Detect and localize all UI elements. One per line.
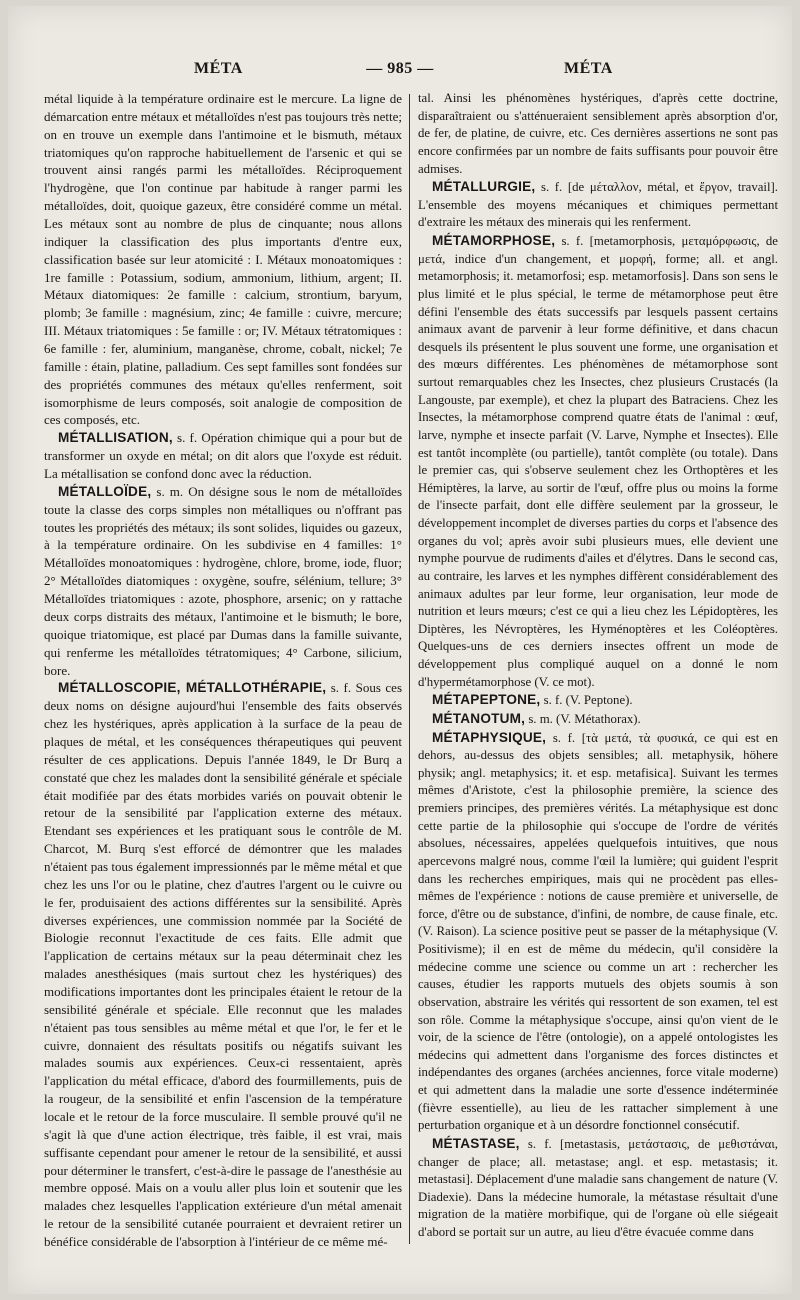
entry-headword: MÉTALLOÏDE,: [58, 483, 152, 499]
right-column: [418, 90, 778, 1250]
entry-headword: MÉTAMORPHOSE,: [432, 233, 556, 248]
entry-text: s. f. Sous ces deux noms on désigne aujourd'hui l'ensemble des faits observés chez les hystériques, après application à la surface de la peau de plaques de métal, et les conséquences thérapeutiques qui peuvent résulter de ces applications. Depuis l'année 1849, le Dr Burq a constaté que chez les malades dont la sensibilité générale et spéciale était modifiée par des états morbides variés on pouvait obtenir le retour de la sensibilité par l'application externe des métaux. Etendant ses expériences et les pratiquant sous le contrôle de M. Charcot, M. Burq s'est efforcé de démontrer que les malades n'étaient pas tous également impressionnés par le même métal et que chez les uns l'or ou le platine, chez d'autres l'argent ou le cuivre ou le fer, produisaient des actions différentes sur la sensibilité. Après diverses expériences, une commission nommée par la Société de Biologie reconnut l'exactitude de ces faits. Elle admit que l'application de certains métaux sur la peau déterminait chez les malades anesthésiques (mais surtout chez les hystériques) des modifications importantes dont les principales étaient le retour de la sensibilité générale et spéciale. Elle reconnut que les malades n'étaient pas tous sensibles au même métal et que l'or, le fer et le cuivre, donnaient des résultats positifs ou négatifs suivant les malades soumis aux expériences. Ceux-ci ressentaient, après l'application du métal efficace, d'abord des fourmillements, puis de la rougeur, de la sensibilité et enfin l'ascension de la température locale et le retour de la force musculaire. Il semble prouvé qu'il ne s'agit là que d'une action électrique, très faible, il est vrai, mais suffisante cependant pour amener le retour de la sensibilité, et aussi pour déterminer le transfert, c'est-à-dire le passage de l'anesthésie au membre opposé. Mais on a voulu aller plus loin et soutenir que les malades chez lesquelles l'application extérieure d'un métal amenait le retour de la sensibilité cutanée pourraient et devraient retirer un bénéfice considérable de l'absorption à l'intérieur de ce même mé-: [44, 680, 402, 1249]
dictionary-entry: [418, 691, 778, 710]
entry-headword: MÉTALLISATION,: [58, 430, 173, 446]
dictionary-entry: [418, 729, 778, 1135]
entry-text: métal liquide à la température ordinaire est le mercure. La ligne de démarcation entre métaux et métalloïdes n'est pas toujours très nette; on en trouve un exemple dans l'antimoine et le bismuth, métaux triatomiques qu'on rapproche habituellement de l'arsenic et qui se trouvent ainsi rangés parmi les métalloïdes. Réciproquement l'hydrogène, que l'on continue par habitude à ranger parmi les métalloïdes, doit, quoique gazeux, être considéré comme un métal. Les métaux sont au nombre de plus de cinquante; nous allons indiquer la classification des plus importants d'entre eux, classification basée sur leur atomicité : I. Métaux monoatomiques : 1re famille : Potassium, sodium, ammonium, lithium, argent; II. Métaux diatomiques: 2e famille : calcium, strontium, baryum, plomb; 3e famille : magnésium, zinc; 4e famille : cuivre, mercure; III. Métaux triatomiques : 5e famille : or; IV. Métaux tétratomiques : 6e famille : fer, aluminium, manganèse, chrome, cobalt, nickel; 7e famille : étain, platine, palladium. Ces sept familles sont fondées sur des propriétés communes des métaux qu'elles renferment, soit isomorphisme de leurs composés, soit analogie de composition de ces composés, etc.: [44, 91, 402, 428]
page-number: — 985 —: [366, 60, 434, 77]
entry-text: s. f. [metastasis, μετάστασις, de μεθιστάναι, changer de place; all. metastase; angl. et esp. metastasis; it. metastasi]. Déplacement d'une maladie sans changement de nature (V. Diadexie). Dans la médecine humorale, la métastase résultait d'une migration de la matière morbifique, qui de l'organe où elle siégeait d'abord se portait sur un autre, au lieu d'être évacuée comme dans: [418, 1136, 778, 1239]
entry-text: s. f. Opération chimique qui a pour but de transformer un oxyde en métal; on dit alors que l'oxyde est réduit. La métallisation se confond donc avec la réduction.: [44, 430, 402, 482]
entry-headword: MÉTALLURGIE,: [432, 179, 536, 195]
column-divider: [409, 94, 410, 1244]
dictionary-entry: [418, 232, 778, 691]
entry-text: s. m. On désigne sous le nom de métalloïdes toute la classe des corps simples non métalliques ou n'offrant pas toutes les propriétés des métaux; ils sont solides, liquides ou gazeux, à la température ordinaire. On les subdivise en 4 familles: 1° Métalloïdes monoatomiques : hydrogène, chlore, brome, iode, fluor; 2° Métalloïdes diatomiques : oxygène, soufre, sélénium, tellure; 3° Métalloïdes triatomiques : azote, phosphore, arsenic; on y rattache deux corps distraits des métaux, l'antimoine et le bismuth; le bore, quoique triatomique, est placé par Dumas dans la famille suivante, qui renferme les métalloïdes tétratomiques; 4° Carbone, silicium, bore.: [44, 483, 402, 678]
entry-text: s. f. (V. Peptone).: [543, 693, 633, 708]
left-column: [44, 90, 402, 1250]
page-header: [8, 60, 792, 84]
entry-text: s. f. [de μέταλλον, métal, et ἔργον, travail]. L'ensemble des moyens mécaniques et chimiques permettant d'extraire les métaux des minerais qui les renferment.: [418, 180, 778, 230]
dictionary-entry: [418, 1135, 778, 1242]
dictionary-entry: [418, 710, 778, 729]
entry-headword: MÉTAPHYSIQUE,: [432, 729, 547, 745]
dictionary-entry: [418, 178, 778, 232]
dictionary-entry: [44, 679, 402, 1250]
entry-headword: MÉTAPEPTONE,: [432, 692, 541, 708]
dictionary-entry: [44, 429, 402, 483]
header-right-running-title: MÉTA: [564, 60, 613, 77]
entry-headword: MÉTALLOSCOPIE, MÉTALLOTHÉRAPIE,: [58, 680, 327, 696]
entry-headword: MÉTASTASE,: [432, 1135, 520, 1151]
dictionary-entry: [44, 483, 402, 679]
entry-text: s. m. (V. Métathorax).: [528, 711, 641, 726]
dictionary-entry: [44, 90, 402, 429]
header-left-running-title: MÉTA: [194, 60, 243, 77]
dictionary-entry: [418, 90, 778, 178]
entry-text: s. f. [metamorphosis, μεταμόρφωσις, de μετά, indice d'un changement, et μορφή, forme; all. et angl. metamorphosis; it. metamorfosi; esp. metamorfosis]. Dans son sens le plus limité et le plus spécial, le terme de métamorphose peut être défini l'ensemble des états successifs par lesquels passent certains animaux avant de parvenir à leur forme définitive, et dans chacun desquels ils présentent le plus souvent une forme, une organisation et des mœurs différentes. Les phénomènes de métamorphose sont surtout remarquables chez les Insectes, chez plusieurs Crustacés (la Langouste, par exemple), et chez la plupart des Batraciens. Chez les Insectes, la métamorphose comprend quatre états de l'animal : œuf, larve, nymphe et insecte parfait (V. Larve, Nymphe et Insectes). Elle est tantôt incomplète (ou partielle), tantôt complète (ou totale). Dans le premier cas, qui s'observe seulement chez les Orthoptères et les Hémiptères, la larve, au sortir de l'œuf, offre plus ou moins la forme de l'insecte parfait, dont elle diffère seulement par la grosseur, le développement incomplet de diverses parties du corps et l'absence des organes du vol; après avoir subi plusieurs mues, elle devient une nymphe pourvue de rudiments d'ailes et d'élytres. Dans le second cas, au contraire, les larves et les nymphes diffèrent considérablement des animaux adultes par leur forme, leur organisation, leur mode de nutrition et leurs mœurs; c'est ce qui a lieu chez les Lépidoptères, les Diptères, les Névroptères, les Hyménoptères et les Coléoptères. Quelques-uns de ces derniers insectes offrent un mode de développement plus compliqué auquel on a donné le nom d'hypermétamorphose (V. ce mot).: [418, 234, 778, 689]
entry-headword: MÉTANOTUM,: [432, 710, 526, 726]
dictionary-page: [8, 6, 792, 1294]
entry-text: tal. Ainsi les phénomènes hystériques, d'après cette doctrine, disparaîtraient ou s'atténueraient sensiblement après absorption d'or, de fer, de platine, de cuivre, etc. Ces dernières assertions ne sont pas encore confirmées par un nombre de faits suffisants pour pouvoir être admises.: [418, 91, 778, 176]
entry-text: s. f. [τὰ μετά, τὰ φυσικά, ce qui est en dehors, au-dessus des objets sensibles; all. metaphysik, höhere physik; angl. metaphysics; it. et esp. metafisica]. Suivant les termes mêmes d'Aristote, c'est la philosophie première, la science des premiers principes, des premières vérités. La métaphysique est donc cette partie de la philosophie qui s'occupe de l'ordre de vérités absolues, nécessaires, appelées quelquefois intuitives, que nous apercevons malgré nous, comme l'œil la lumière; qui guident l'esprit dans les recherches empiriques, mais qui ne procèdent pas elles-mêmes de l'expérience : notions de cause première et universelle, de force, d'être ou de substance, d'infini, de nombre, de cause finale, etc. (V. Raison). La science positive peut se passer de la métaphysique (V. Positivisme); il en est de même du médecin, qu'il considère la médecine comme une science ou comme un art : rechercher les causes, étudier les rapports mutuels des objets soumis à son observation, abstraire les vérités qui ressortent de son examen, tel est son rôle. Comme la métaphysique s'occupe, ainsi qu'on vient de le voir, de la science de l'être (ontologie), on a appelé ontologistes les médecins qui admettent dans l'organisme des forces distinctes et indépendantes des organes (archées anciennes, force vitale moderne) et qui admettent dans la maladie une sorte d'essence indéterminée (fièvre essentielle), au lieu de les rattacher simplement à une perturbation organique et à un désordre fonctionnel consécutif.: [418, 730, 778, 1133]
